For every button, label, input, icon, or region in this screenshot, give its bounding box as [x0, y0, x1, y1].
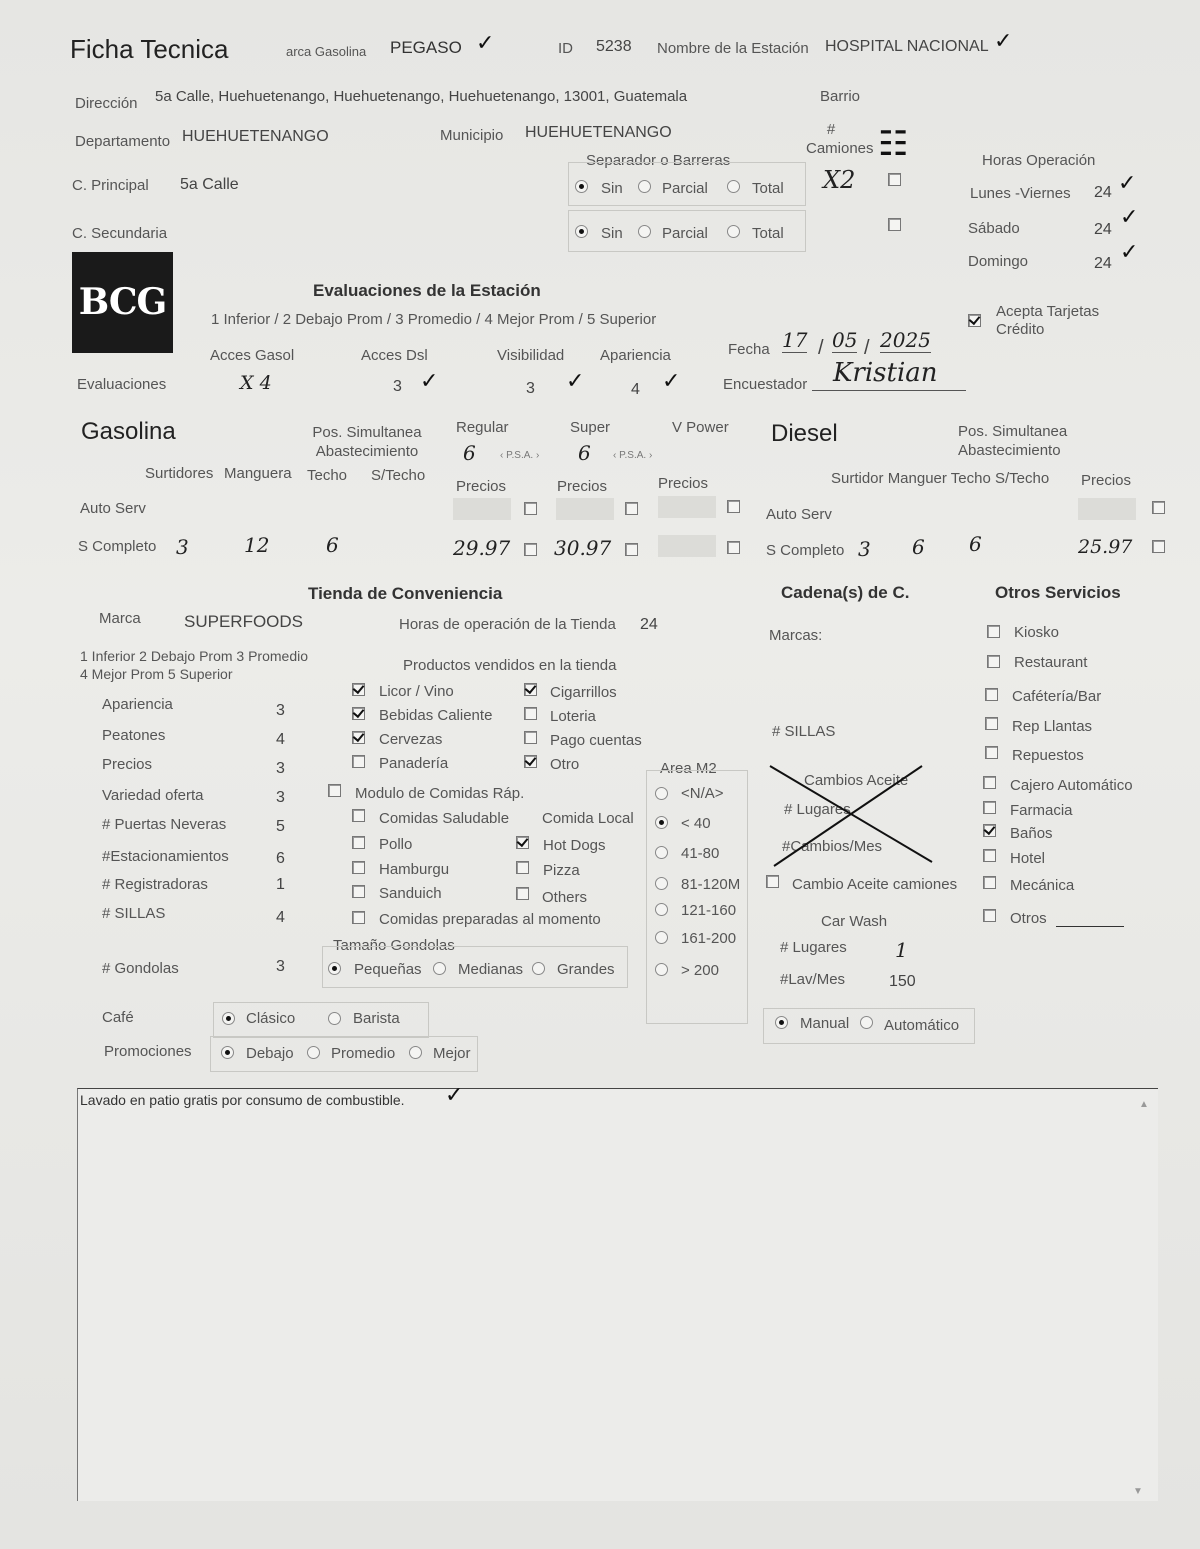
- diesel-auto-label: Auto Serv: [766, 506, 832, 523]
- area-opt: <N/A>: [681, 785, 724, 802]
- licor-checkbox[interactable]: [352, 683, 365, 696]
- marca-label: arca Gasolina: [286, 44, 367, 59]
- secundaria-label: C. Secundaria: [72, 225, 168, 242]
- cajero-checkbox[interactable]: [983, 776, 996, 789]
- notes-textarea[interactable]: [77, 1088, 1158, 1501]
- others-checkbox[interactable]: [516, 887, 529, 900]
- farmacia-label: Farmacia: [1010, 802, 1073, 819]
- encuestador-label: Encuestador: [723, 376, 808, 393]
- grandes-label: Grandes: [557, 961, 615, 978]
- hotel-label: Hotel: [1010, 850, 1046, 867]
- auto-vpower-checkbox[interactable]: [727, 500, 740, 513]
- depto-value[interactable]: HUEHUETENANGO: [182, 128, 329, 145]
- municipio-value[interactable]: HUEHUETENANGO: [525, 124, 672, 141]
- area-opt: > 200: [681, 962, 719, 979]
- fecha-anio[interactable]: 2025: [880, 328, 931, 352]
- rating-label: # Gondolas: [102, 960, 179, 977]
- eval-col-4: Apariencia: [600, 347, 671, 364]
- principal-value[interactable]: 5a Calle: [180, 176, 239, 193]
- area-opt: 81-120M: [681, 876, 741, 893]
- tienda-title: Tienda de Conveniencia: [308, 584, 503, 603]
- diesel-precios: Precios: [1081, 472, 1132, 489]
- preparadas-label: Comidas preparadas al momento: [379, 911, 601, 928]
- sep2-total-radio[interactable]: [727, 225, 740, 238]
- date-separator: /: [864, 337, 870, 359]
- area-160-radio[interactable]: [655, 903, 668, 916]
- hamburgu-checkbox[interactable]: [352, 861, 365, 874]
- date-separator: /: [818, 337, 824, 359]
- hotdogs-checkbox[interactable]: [516, 836, 529, 849]
- loteria-label: Loteria: [550, 708, 596, 725]
- cafe-label: Café: [102, 1009, 134, 1026]
- fuel-super: Super: [570, 419, 611, 436]
- pequenas-label: Pequeñas: [354, 961, 422, 978]
- fecha-label: Fecha: [728, 341, 770, 358]
- mejor-label: Mejor: [433, 1045, 471, 1062]
- horas-value-1[interactable]: 24: [1094, 184, 1112, 201]
- banos-checkbox[interactable]: [983, 824, 996, 837]
- mecanica-label: Mecánica: [1010, 877, 1075, 894]
- tienda-marca-value[interactable]: SUPERFOODS: [184, 612, 304, 631]
- rating-label: Precios: [102, 756, 153, 773]
- scroll-down-icon[interactable]: ▼: [1133, 1486, 1143, 1497]
- gas-col-4: S/Techo: [371, 467, 426, 484]
- price-super[interactable]: 30.97: [554, 536, 612, 560]
- principal-label: C. Principal: [72, 177, 149, 194]
- licor-label: Licor / Vino: [379, 683, 454, 700]
- area-opt: < 40: [681, 815, 711, 832]
- llantas-label: Rep Llantas: [1012, 718, 1093, 735]
- manual-radio[interactable]: [775, 1016, 788, 1029]
- psa-super: ‹ P.S.A. ›: [613, 450, 653, 461]
- otro-label: Otro: [550, 756, 580, 773]
- nombre-label: Nombre de la Estación: [657, 40, 809, 57]
- auto-regular-price[interactable]: [453, 498, 511, 520]
- kiosko-checkbox[interactable]: [987, 625, 1000, 638]
- modulo-label: Modulo de Comidas Ráp.: [355, 785, 525, 802]
- rating-label: Variedad oferta: [102, 787, 204, 804]
- promo-label: Promociones: [104, 1043, 192, 1060]
- auto-vpower-price[interactable]: [658, 496, 716, 518]
- tienda-marca-label: Marca: [99, 610, 141, 627]
- sep2-sin: Sin: [601, 225, 623, 242]
- horas-value-3[interactable]: 24: [1094, 255, 1112, 272]
- cadena-marcas-label: Marcas:: [769, 627, 823, 644]
- horas-value-2[interactable]: 24: [1094, 221, 1112, 238]
- traffic-light-icon: ☷: [878, 125, 909, 163]
- tienda-horas-label: Horas de operación de la Tienda: [399, 616, 616, 633]
- kiosko-label: Kiosko: [1014, 624, 1060, 641]
- grandes-radio[interactable]: [532, 962, 545, 975]
- eval-val-2[interactable]: 3: [393, 378, 402, 395]
- llantas-checkbox[interactable]: [985, 717, 998, 730]
- check-mark-icon: ✓: [1120, 204, 1139, 229]
- rating-value[interactable]: 1: [276, 876, 285, 893]
- cambio-camiones-checkbox[interactable]: [766, 875, 779, 888]
- otros-title: Otros Servicios: [995, 583, 1121, 602]
- banos-label: Baños: [1010, 825, 1053, 842]
- debajo-radio[interactable]: [221, 1046, 234, 1059]
- nombre-value[interactable]: HOSPITAL NACIONAL: [825, 38, 989, 55]
- hamburgu-label: Hamburgu: [379, 861, 450, 878]
- id-label: ID: [558, 40, 573, 57]
- auto-super-price[interactable]: [556, 498, 614, 520]
- cambios-mes-label: #Cambios/Mes: [782, 838, 883, 855]
- panaderia-checkbox[interactable]: [352, 755, 365, 768]
- gasolina-pos-label: Pos. Simultanea Abastecimiento: [312, 424, 422, 460]
- others-label: Others: [542, 889, 588, 906]
- check-mark-icon: ✓: [1118, 170, 1137, 195]
- auto-super-checkbox[interactable]: [625, 502, 638, 515]
- rating-label: # Puertas Neveras: [102, 816, 227, 833]
- diesel-completo-checkbox[interactable]: [1152, 540, 1165, 553]
- precios-super: Precios: [557, 478, 608, 495]
- cadena-sillas-label: # SILLAS: [772, 723, 836, 740]
- marca-value[interactable]: PEGASO: [390, 38, 462, 57]
- rating-value[interactable]: 3: [276, 702, 285, 719]
- sep1-sin: Sin: [601, 180, 623, 197]
- diesel-surtidor-value[interactable]: 3: [858, 537, 871, 561]
- check-mark-icon: ✓: [566, 368, 585, 393]
- rating-label: Peatones: [102, 727, 166, 744]
- rating-value[interactable]: 6: [276, 850, 285, 867]
- encuestador-underline: [812, 390, 966, 391]
- medianas-radio[interactable]: [433, 962, 446, 975]
- check-mark-icon: ✓: [445, 1082, 464, 1107]
- manual-label: Manual: [800, 1015, 850, 1032]
- tienda-horas-value[interactable]: 24: [640, 616, 658, 633]
- eval-title: Evaluaciones de la Estación: [313, 281, 541, 300]
- cross-out-mark: [766, 760, 936, 870]
- repuestos-checkbox[interactable]: [985, 746, 998, 759]
- otros-checkbox[interactable]: [983, 909, 996, 922]
- eval-col-2: Acces Dsl: [361, 347, 428, 364]
- gas-techo-value[interactable]: 6: [326, 533, 339, 557]
- area-label: Area M2: [660, 760, 717, 777]
- area-opt: 161-200: [681, 930, 737, 947]
- sanduich-label: Sanduich: [379, 885, 442, 902]
- sep2-sin-radio[interactable]: [575, 225, 588, 238]
- direccion-label: Dirección: [75, 95, 138, 112]
- barista-label: Barista: [353, 1010, 400, 1027]
- cw-lav-value[interactable]: 150: [889, 973, 916, 990]
- rating-value[interactable]: 3: [276, 760, 285, 777]
- restaurant-label: Restaurant: [1014, 654, 1088, 671]
- lugares-label: # Lugares: [784, 801, 851, 818]
- sanduich-checkbox[interactable]: [352, 885, 365, 898]
- area-200plus-radio[interactable]: [655, 963, 668, 976]
- scroll-up-icon[interactable]: ▲: [1139, 1099, 1149, 1110]
- rating-value[interactable]: 4: [276, 909, 285, 926]
- area-group: [646, 770, 748, 1024]
- sep1-parcial: Parcial: [662, 180, 708, 197]
- repuestos-label: Repuestos: [1012, 747, 1084, 764]
- rating-label: # SILLAS: [102, 905, 166, 922]
- carwash-label: Car Wash: [821, 913, 888, 930]
- area-na-radio[interactable]: [655, 787, 668, 800]
- area-80-radio[interactable]: [655, 846, 668, 859]
- modulo-checkbox[interactable]: [328, 784, 341, 797]
- pizza-label: Pizza: [543, 862, 580, 879]
- cigarrillos-label: Cigarrillos: [550, 684, 617, 701]
- sep1-total: Total: [752, 180, 784, 197]
- notes-text: Lavado en patio gratis por consumo de combustible.: [80, 1092, 405, 1108]
- automatico-radio[interactable]: [860, 1016, 873, 1029]
- psa-regular-hand: 6: [463, 441, 476, 465]
- camiones-label: # Camiones: [806, 121, 874, 157]
- cadena-title: Cadena(s) de C.: [781, 583, 910, 602]
- camiones-checkbox[interactable]: [888, 173, 901, 186]
- diesel-title: Diesel: [771, 420, 838, 447]
- fecha-dia[interactable]: 17: [782, 328, 808, 352]
- cw-lugares-label: # Lugares: [780, 939, 847, 956]
- hotdogs-label: Hot Dogs: [543, 837, 606, 854]
- cervezas-label: Cervezas: [379, 731, 443, 748]
- area-opt: 121-160: [681, 902, 737, 919]
- saludable-label: Comidas Saludable: [379, 810, 510, 827]
- sep2-parcial-radio[interactable]: [638, 225, 651, 238]
- completo-vpower-price[interactable]: [658, 535, 716, 557]
- rating-value[interactable]: 3: [276, 789, 285, 806]
- secundaria-checkbox[interactable]: [888, 218, 901, 231]
- sep2-parcial: Parcial: [662, 225, 708, 242]
- gas-surtidores-value[interactable]: 3: [176, 535, 189, 559]
- horas-day-3: Domingo: [968, 253, 1029, 270]
- debajo-label: Debajo: [246, 1045, 294, 1062]
- rating-value[interactable]: 3: [276, 958, 285, 975]
- cambio-camiones-label: Cambio Aceite camiones: [792, 876, 958, 893]
- barrio-label: Barrio: [820, 88, 861, 105]
- horas-day-1: Lunes -Viernes: [970, 185, 1071, 202]
- promedio-label: Promedio: [331, 1045, 396, 1062]
- sep1-sin-radio[interactable]: [575, 180, 588, 193]
- gas-col-3: Techo: [307, 467, 348, 484]
- gas-completo-label: S Completo: [78, 538, 157, 555]
- camiones-hand: X2: [823, 166, 856, 194]
- fecha-mes[interactable]: 05: [832, 328, 858, 352]
- auto-regular-checkbox[interactable]: [524, 502, 537, 515]
- mecanica-checkbox[interactable]: [983, 876, 996, 889]
- automatico-label: Automático: [884, 1017, 960, 1034]
- restaurant-checkbox[interactable]: [987, 655, 1000, 668]
- encuestador-value[interactable]: Kristian: [833, 358, 938, 388]
- horas-day-2: Sábado: [968, 220, 1020, 237]
- mejor-radio[interactable]: [409, 1046, 422, 1059]
- area-opt: 41-80: [681, 845, 720, 862]
- cafeteria-label: Cafétería/Bar: [1012, 688, 1102, 705]
- saludable-checkbox[interactable]: [352, 809, 365, 822]
- pequenas-radio[interactable]: [328, 962, 341, 975]
- sep1-parcial-radio[interactable]: [638, 180, 651, 193]
- pollo-checkbox[interactable]: [352, 836, 365, 849]
- sep1-total-radio[interactable]: [727, 180, 740, 193]
- diesel-manguer-value[interactable]: 6: [912, 535, 925, 559]
- eval-val-4[interactable]: 4: [631, 381, 640, 398]
- loteria-checkbox[interactable]: [524, 707, 537, 720]
- tarjetas-label: Acepta Tarjetas Crédito: [996, 303, 1100, 338]
- eval-scale: 1 Inferior / 2 Debajo Prom / 3 Promedio / 4 Mejor Prom / 5 Superior: [211, 311, 657, 328]
- check-mark-icon: ✓: [1120, 239, 1139, 264]
- rating-label: #Estacionamientos: [102, 848, 229, 865]
- check-mark-icon: ✓: [420, 368, 439, 393]
- preparadas-checkbox[interactable]: [352, 911, 365, 924]
- promedio-radio[interactable]: [307, 1046, 320, 1059]
- gas-manguera-value[interactable]: 12: [244, 533, 270, 557]
- depto-label: Departamento: [75, 133, 171, 150]
- completo-super-checkbox[interactable]: [625, 543, 638, 556]
- diesel-price[interactable]: 25.97: [1078, 536, 1133, 558]
- separador-label: Separador o Barreras: [586, 152, 731, 169]
- gas-auto-label: Auto Serv: [80, 500, 146, 517]
- diesel-cols: Surtidor Manguer Techo S/Techo: [831, 470, 1050, 487]
- diesel-auto-price[interactable]: [1078, 498, 1136, 520]
- eval-col-3: Visibilidad: [497, 347, 565, 364]
- comida-local-label: Comida Local: [542, 810, 634, 827]
- hotel-checkbox[interactable]: [983, 849, 996, 862]
- pollo-label: Pollo: [379, 836, 413, 853]
- farmacia-checkbox[interactable]: [983, 801, 996, 814]
- diesel-pos-label: Pos. Simultanea Abastecimiento: [958, 423, 1068, 459]
- cambios-label: Cambios Aceite: [804, 772, 909, 789]
- cafeteria-checkbox[interactable]: [985, 688, 998, 701]
- rating-label: Apariencia: [102, 696, 173, 713]
- cigarrillos-checkbox[interactable]: [524, 683, 537, 696]
- precios-regular: Precios: [456, 478, 507, 495]
- eval-val-1[interactable]: X 4: [240, 372, 272, 394]
- psa-regular: ‹ P.S.A. ›: [500, 450, 540, 461]
- rating-value[interactable]: 5: [276, 818, 285, 835]
- check-mark-icon: ✓: [476, 30, 495, 55]
- otros-field[interactable]: [1056, 926, 1124, 927]
- diesel-auto-checkbox[interactable]: [1152, 501, 1165, 514]
- clasico-label: Clásico: [246, 1010, 296, 1027]
- area-40-radio[interactable]: [655, 816, 668, 829]
- price-regular[interactable]: 29.97: [453, 536, 511, 560]
- diesel-techo-value[interactable]: 6: [969, 532, 982, 556]
- fuel-vpower: V Power: [672, 419, 729, 436]
- horas-label: Horas Operación: [982, 152, 1096, 169]
- tarjetas-checkbox[interactable]: [968, 314, 981, 327]
- precios-vpower: Precios: [658, 475, 709, 492]
- diesel-completo-label: S Completo: [766, 542, 845, 559]
- cw-lugares-value[interactable]: 1: [895, 938, 908, 962]
- pizza-checkbox[interactable]: [516, 861, 529, 874]
- fuel-regular: Regular: [456, 419, 509, 436]
- pago-checkbox[interactable]: [524, 731, 537, 744]
- bebidas-label: Bebidas Caliente: [379, 707, 493, 724]
- medianas-label: Medianas: [458, 961, 524, 978]
- area-120-radio[interactable]: [655, 877, 668, 890]
- clasico-radio[interactable]: [222, 1012, 235, 1025]
- area-200-radio[interactable]: [655, 931, 668, 944]
- tienda-scale-1: 1 Inferior 2 Debajo Prom 3 Promedio: [80, 648, 308, 664]
- rating-value[interactable]: 4: [276, 731, 285, 748]
- sep2-total: Total: [752, 225, 784, 242]
- direccion-value[interactable]: 5a Calle, Huehuetenango, Huehuetenango, Huehuetenango, 13001, Guatemala: [155, 88, 688, 105]
- productos-label: Productos vendidos en la tienda: [403, 657, 617, 674]
- cervezas-checkbox[interactable]: [352, 731, 365, 744]
- gas-col-2: Manguera: [224, 465, 292, 482]
- eval-row-label: Evaluaciones: [77, 376, 167, 393]
- check-mark-icon: ✓: [662, 368, 681, 393]
- otro-checkbox[interactable]: [524, 755, 537, 768]
- completo-vpower-checkbox[interactable]: [727, 541, 740, 554]
- panaderia-label: Panadería: [379, 755, 449, 772]
- bebidas-checkbox[interactable]: [352, 707, 365, 720]
- pago-label: Pago cuentas: [550, 732, 642, 749]
- bcg-logo: BCG: [72, 252, 173, 353]
- cw-lav-label: #Lav/Mes: [780, 971, 846, 988]
- otros-label: Otros: [1010, 910, 1047, 927]
- gas-col-1: Surtidores: [145, 465, 214, 482]
- municipio-label: Municipio: [440, 127, 504, 144]
- gondolas-label: Tamaño Gondolas: [333, 937, 455, 954]
- cajero-label: Cajero Automático: [1010, 777, 1133, 794]
- completo-regular-checkbox[interactable]: [524, 543, 537, 556]
- psa-super-hand: 6: [578, 441, 591, 465]
- eval-col-1: Acces Gasol: [210, 347, 295, 364]
- gasolina-title: Gasolina: [81, 418, 176, 445]
- barista-radio[interactable]: [328, 1012, 341, 1025]
- tienda-scale-2: 4 Mejor Prom 5 Superior: [80, 666, 233, 682]
- rating-label: # Registradoras: [102, 876, 208, 893]
- check-mark-icon: ✓: [994, 28, 1013, 53]
- page-title: Ficha Tecnica: [70, 34, 229, 64]
- id-value[interactable]: 5238: [596, 38, 632, 55]
- eval-val-3[interactable]: 3: [526, 380, 535, 397]
